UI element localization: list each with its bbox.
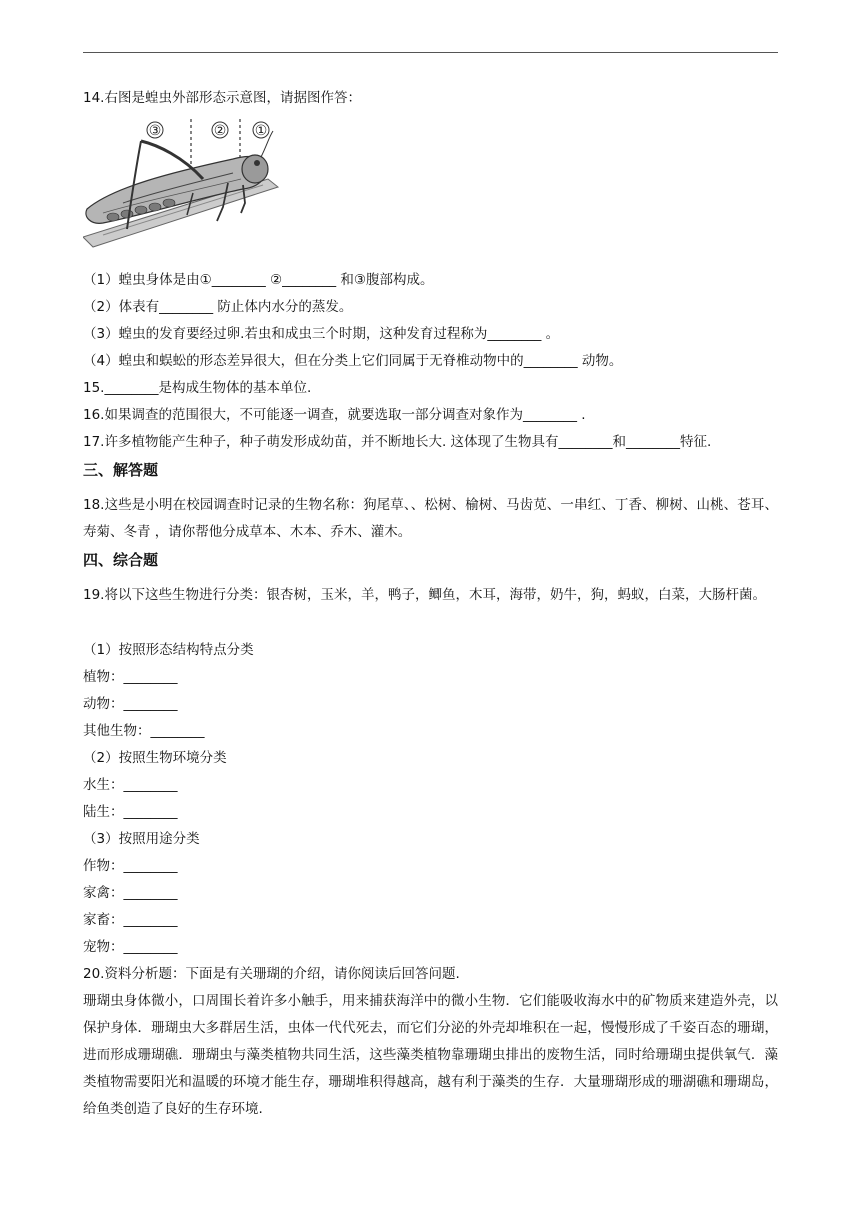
answer-poultry: 家禽：________ bbox=[83, 885, 178, 901]
question-14-stem: 14.右图是蝗虫外部形态示意图，请据图作答： bbox=[83, 90, 361, 106]
answer-animal: 动物：________ bbox=[83, 696, 178, 712]
header-rule bbox=[83, 52, 778, 53]
section-3-heading: 三、解答题 bbox=[83, 461, 159, 479]
section-4-heading: 四、综合题 bbox=[83, 551, 159, 569]
answer-livestock: 家畜：________ bbox=[83, 912, 178, 928]
question-19-part-3: （3）按照用途分类 bbox=[83, 831, 200, 847]
question-16: 16.如果调查的范围很大，不可能逐一调查，就要选取一部分调查对象作为________ . bbox=[83, 407, 586, 423]
question-14-sub-4: （4）蝗虫和蜈蚣的形态差异很大，但在分类上它们同属于无脊椎动物中的________ 动物。 bbox=[83, 353, 623, 369]
figure-label-thorax: ② bbox=[213, 123, 227, 139]
figure-label-abdomen: ③ bbox=[148, 123, 162, 139]
answer-other: 其他生物：________ bbox=[83, 723, 205, 739]
question-18: 18.这些是小明在校园调查时记录的生物名称：狗尾草、、松树、榆树、马齿苋、一串红、丁香、柳树、山桃、苍耳、寿菊、冬青 ，请你帮他分成草本、木本、乔木、灌木。 bbox=[83, 497, 778, 540]
locust-figure bbox=[83, 117, 283, 253]
question-14-sub-1: （1）蝗虫身体是由①________ ②________ 和③腹部构成。 bbox=[83, 272, 434, 288]
question-17: 17.许多植物能产生种子，种子萌发形成幼苗，并不断地长大. 这体现了生物具有________和________特征. bbox=[83, 434, 712, 450]
question-14-sub-3: （3）蝗虫的发育要经过卵.若虫和成虫三个时期，这种发育过程称为________ 。 bbox=[83, 326, 560, 342]
answer-crop: 作物：________ bbox=[83, 858, 178, 874]
question-19-part-2: （2）按照生物环境分类 bbox=[83, 750, 227, 766]
figure-label-head: ① bbox=[254, 123, 268, 139]
question-15: 15.________是构成生物体的基本单位. bbox=[83, 380, 312, 396]
answer-pet: 宠物：________ bbox=[83, 939, 178, 955]
answer-terrestrial: 陆生：________ bbox=[83, 804, 178, 820]
question-20-stem: 20.资料分析题：下面是有关珊瑚的介绍，请你阅读后回答问题. bbox=[83, 966, 460, 982]
question-20-passage: 珊瑚虫身体微小，口周围长着许多小触手，用来捕获海洋中的微小生物．它们能吸收海水中的矿物质来建造外壳，以保护身体．珊瑚虫大多群居生活，虫体一代代死去，而它们分泌的外壳却堆积在一起，慢慢形成了千姿百态的珊瑚，进而形成珊瑚礁．珊瑚虫与藻类植物共同生活，这些藻类植物靠珊瑚虫排出的废物生活，同时给珊瑚虫提供氧气．藻类植物需要阳光和温暖的环境才能生存，珊瑚堆积得越高，越有利于藻类的生存．大量珊瑚形成的珊湖礁和珊瑚岛，给鱼类创造了良好的生存环境. bbox=[83, 993, 778, 1117]
question-19-stem: 19.将以下这些生物进行分类：银杏树，玉米，羊，鸭子，鲫鱼，木耳，海带，奶牛，狗，蚂蚁，白菜，大肠杆菌。 bbox=[83, 587, 766, 603]
question-19-part-1: （1）按照形态结构特点分类 bbox=[83, 642, 254, 658]
answer-plant: 植物：________ bbox=[83, 669, 178, 685]
answer-aquatic: 水生：________ bbox=[83, 777, 178, 793]
question-14-sub-2: （2）体表有________ 防止体内水分的蒸发。 bbox=[83, 299, 353, 315]
